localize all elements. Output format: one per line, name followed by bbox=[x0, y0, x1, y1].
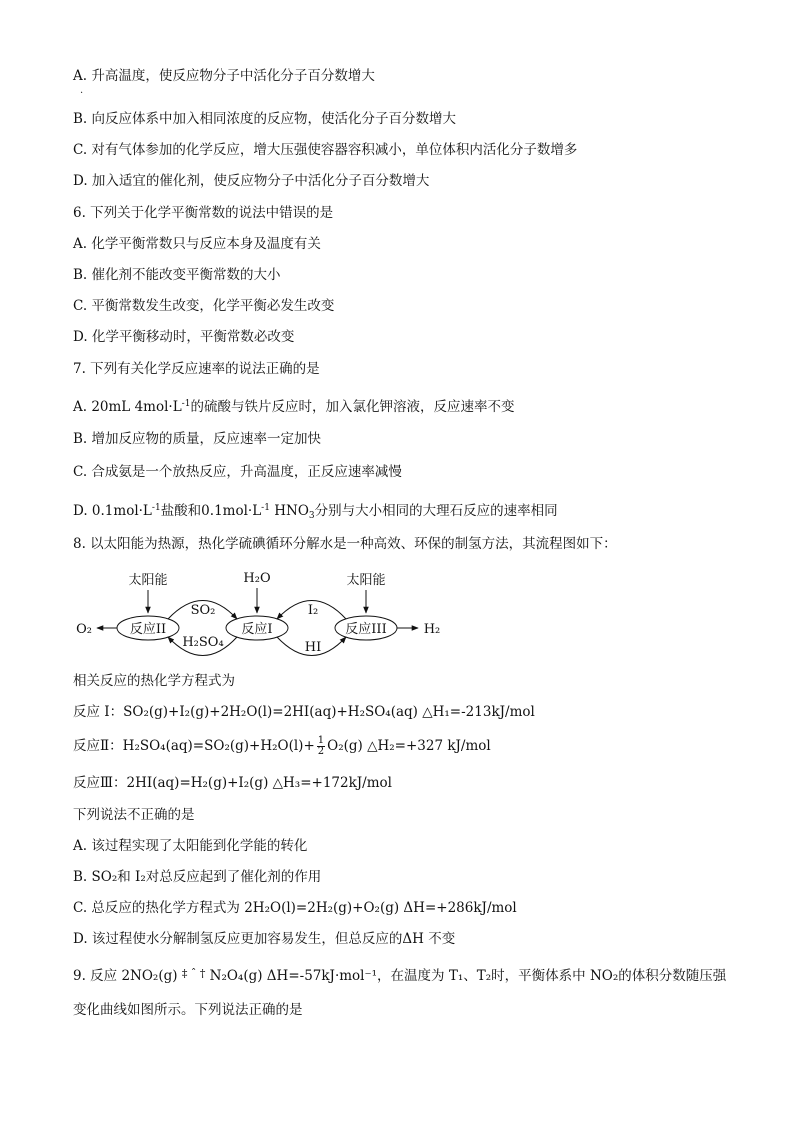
q7-d-sup-1: -1 bbox=[151, 503, 161, 513]
q8-eq2-text-1: 反应Ⅱ：H₂SO₄(aq)=SO₂(g)+H₂O(l)+ bbox=[73, 738, 315, 754]
h2so4-label: H₂SO₄ bbox=[182, 635, 224, 650]
reaction-3-label: 反应III bbox=[345, 622, 387, 637]
q8-option-d: D. 该过程使水分解制氢反应更加容易发生，但总反应的ΔH 不变 bbox=[73, 931, 456, 947]
q5-option-b: B. 向反应体系中加入相同浓度的反应物，使活化分子百分数增大 bbox=[73, 111, 457, 127]
q6-option-d: D. 化学平衡移动时，平衡常数必改变 bbox=[73, 329, 295, 345]
q8-option-c: C. 总反应的热化学方程式为 2H₂O(l)=2H₂(g)+O₂(g) ΔH=+286kJ/mol bbox=[73, 900, 517, 916]
q6-option-c: C. 平衡常数发生改变，化学平衡必发生改变 bbox=[73, 298, 335, 314]
q8-option-a: A. 该过程实现了太阳能到化学能的转化 bbox=[73, 838, 308, 854]
q8-option-b: B. SO₂和 I₂对总反应起到了催化剂的作用 bbox=[73, 869, 322, 885]
q7-option-c: C. 合成氨是一个放热反应，升高温度，正反应速率减慢 bbox=[73, 464, 402, 480]
q7-stem: 7. 下列有关化学反应速率的说法正确的是 bbox=[73, 361, 320, 377]
q8-equation-3: 反应Ⅲ：2HI(aq)=H₂(g)+I₂(g) △H₃=+172kJ/mol bbox=[73, 775, 392, 791]
solar-right-label: 太阳能 bbox=[346, 573, 386, 588]
q9-stem-line-2: 变化曲线如图所示。下列说法正确的是 bbox=[73, 1002, 303, 1018]
q6-stem: 6. 下列关于化学平衡常数的说法中错误的是 bbox=[73, 205, 334, 221]
q7-a-sup: -1 bbox=[181, 399, 191, 409]
reaction-1-label: 反应I bbox=[241, 622, 273, 637]
q8-stem: 8. 以太阳能为热源，热化学硫碘循环分解水是一种高效、环保的制氢方法，其流程图如下： bbox=[73, 536, 617, 552]
half-fraction bbox=[317, 736, 325, 757]
hi-label: HI bbox=[304, 640, 322, 655]
q7-a-text-2: 的硫酸与铁片反应时，加入氯化钾溶液，反应速率不变 bbox=[190, 399, 515, 415]
q5-option-d: D. 加入适宜的催化剂，使反应物分子中活化分子百分数增大 bbox=[73, 173, 430, 189]
q8-question: 下列说法不正确的是 bbox=[73, 807, 195, 823]
q7-d-sub-3: 3 bbox=[308, 511, 315, 521]
q9-stem-text-2: N₂O₄(g) ΔH=-57kJ·mol⁻¹，在温度为 T₁、T₂时，平衡体系中 NO₂的体积分数随压强 bbox=[209, 968, 727, 984]
fraction-denominator: 2 bbox=[317, 746, 325, 757]
q7-d-text-2: 盐酸和0.1mol·L bbox=[160, 503, 262, 519]
h2o-label: H₂O bbox=[243, 571, 271, 586]
q8-equation-2 bbox=[73, 736, 491, 757]
i2-label: I₂ bbox=[307, 603, 319, 618]
q7-d-sup-2: -1 bbox=[261, 503, 270, 513]
fraction-numerator: 1 bbox=[317, 735, 325, 746]
q8-eq2-text-2: O₂(g) △H₂=+327 kJ/mol bbox=[327, 738, 491, 754]
q8-intro: 相关反应的热化学方程式为 bbox=[73, 673, 235, 689]
q7-option-b: B. 增加反应物的质量，反应速率一定加快 bbox=[73, 431, 322, 447]
h2-label: H₂ bbox=[423, 622, 441, 637]
q6-option-a: A. 化学平衡常数只与反应本身及温度有关 bbox=[73, 236, 321, 252]
reaction-2-label: 反应II bbox=[129, 622, 167, 637]
o2-label: O₂ bbox=[76, 622, 92, 637]
q5-option-c: C. 对有气体参加的化学反应，增大压强使容器容积减小，单位体积内活化分子数增多 bbox=[73, 142, 578, 158]
solar-left-label: 太阳能 bbox=[128, 573, 168, 588]
q9-stem-line-1 bbox=[73, 967, 726, 986]
q7-a-text-1: A. 20mL 4mol·L bbox=[73, 399, 182, 415]
q5-option-a: A. 升高温度，使反应物分子中活化分子百分数增大 bbox=[73, 68, 375, 84]
stray-dot: · bbox=[80, 88, 84, 99]
q6-option-b: B. 催化剂不能改变平衡常数的大小 bbox=[73, 267, 281, 283]
equilibrium-arrow-glyph: ‡ ˆ † bbox=[181, 967, 206, 980]
q9-stem-text-1: 9. 反应 2NO₂(g) bbox=[73, 968, 178, 984]
q7-d-text-1: D. 0.1mol·L bbox=[73, 503, 152, 519]
q7-d-text-4: 分别与大小相同的大理石反应的速率相同 bbox=[314, 503, 558, 519]
q7-d-text-3: HNO bbox=[269, 503, 309, 519]
q8-equation-1: 反应 I：SO₂(g)+I₂(g)+2H₂O(l)=2HI(aq)+H₂SO₄(aq) △H₁=-213kJ/mol bbox=[73, 704, 535, 720]
so2-label: SO₂ bbox=[190, 603, 216, 618]
